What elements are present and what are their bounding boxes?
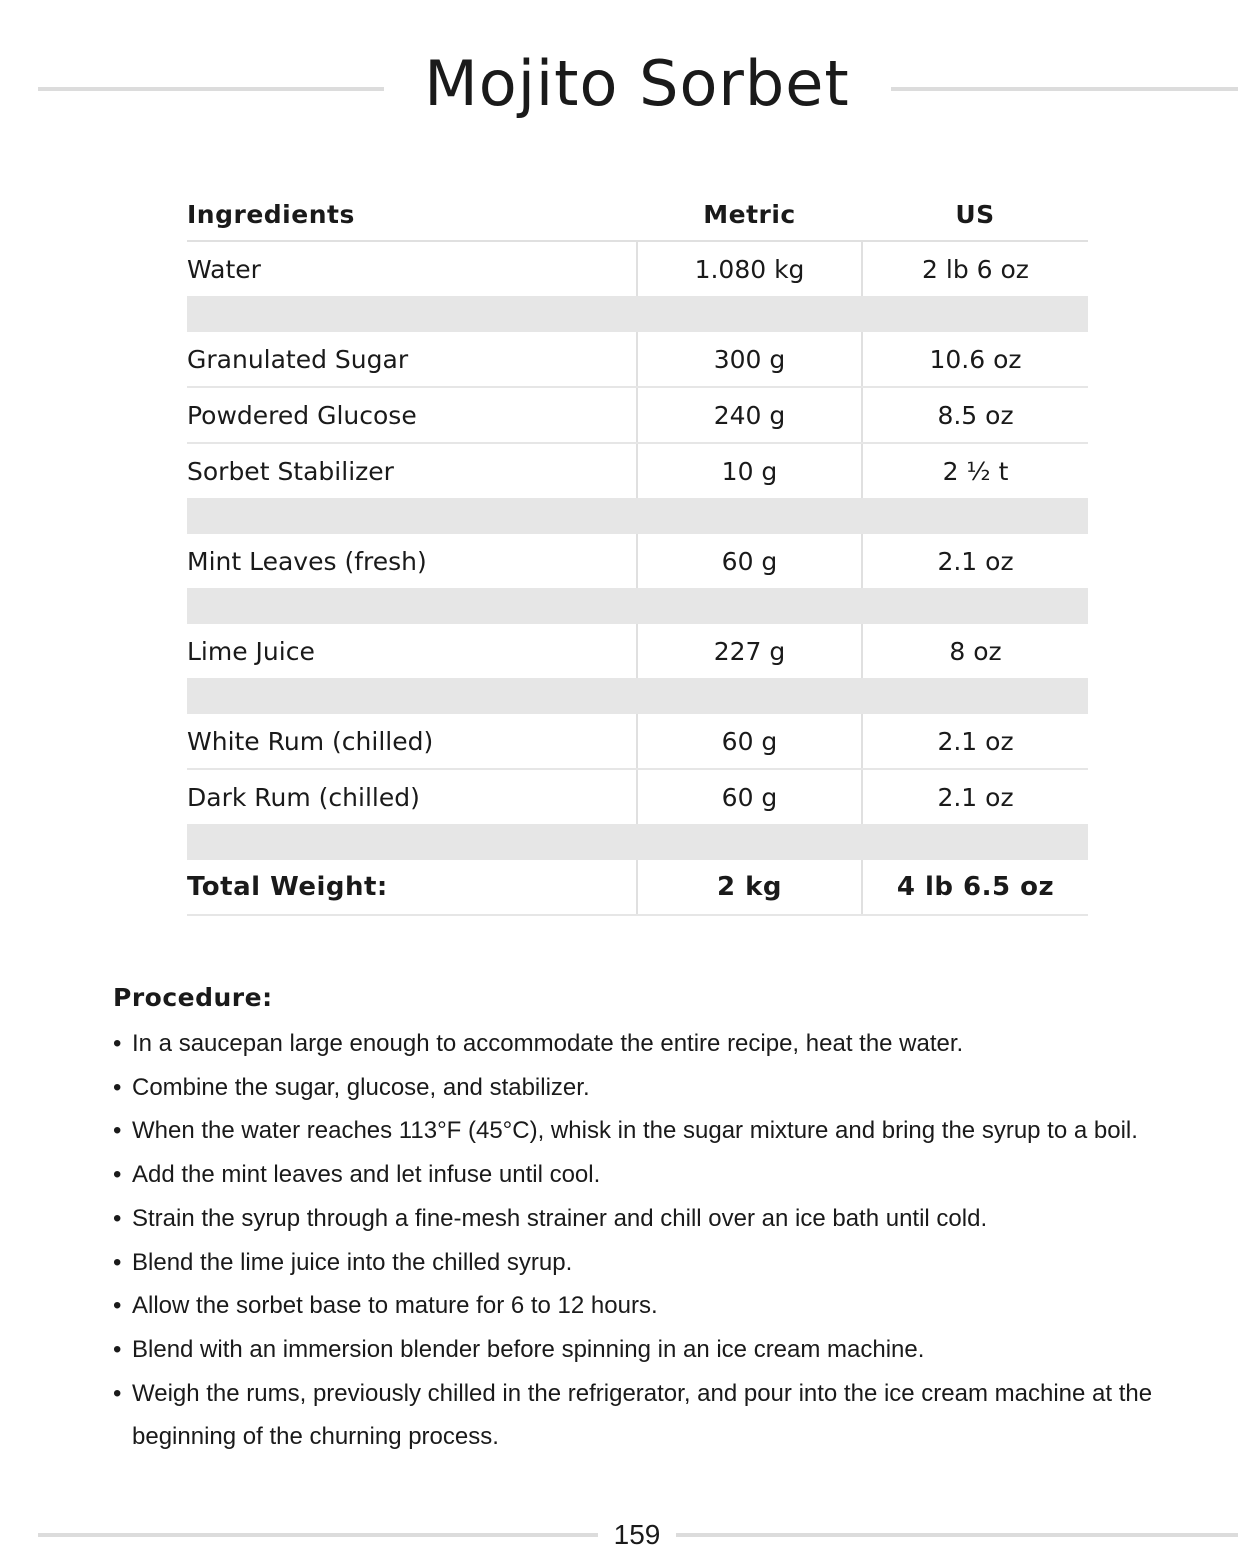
table-row bbox=[187, 714, 1088, 769]
spacer-cell bbox=[187, 825, 1088, 860]
metric-value: 60 g bbox=[637, 769, 862, 825]
table-row bbox=[187, 387, 1088, 443]
table-row bbox=[187, 534, 1088, 589]
procedure-step-text: Strain the syrup through a fine-mesh strainer and chill over an ice bath until cold. bbox=[132, 1204, 988, 1232]
bullet-icon: • bbox=[113, 1335, 122, 1363]
footer-rule-left bbox=[38, 1533, 598, 1537]
procedure-step-text: Weigh the rums, previously chilled in the refrigerator, and pour into the ice cream machine at the beginning of the churning process. bbox=[132, 1379, 1153, 1451]
footer-rule-right bbox=[676, 1533, 1238, 1537]
total-us: 4 lb 6.5 oz bbox=[862, 860, 1088, 915]
procedure-step bbox=[113, 1153, 1193, 1197]
table-header-row bbox=[187, 188, 1088, 241]
table-row bbox=[187, 769, 1088, 825]
ingredient-name: Dark Rum (chilled) bbox=[187, 769, 637, 825]
ingredient-name: Powdered Glucose bbox=[187, 387, 637, 443]
metric-value: 60 g bbox=[637, 714, 862, 769]
procedure-steps bbox=[113, 1022, 1193, 1459]
us-header: US bbox=[862, 188, 1088, 241]
ingredient-name: Water bbox=[187, 241, 637, 297]
procedure-step bbox=[113, 1022, 1193, 1066]
spacer-cell bbox=[187, 679, 1088, 714]
table-spacer-row bbox=[187, 589, 1088, 624]
total-metric: 2 kg bbox=[637, 860, 862, 915]
table-spacer-row bbox=[187, 499, 1088, 534]
metric-value: 60 g bbox=[637, 534, 862, 589]
procedure-heading: Procedure: bbox=[113, 983, 273, 1012]
table-spacer-row bbox=[187, 679, 1088, 714]
bullet-icon: • bbox=[113, 1248, 122, 1276]
procedure-step bbox=[113, 1197, 1193, 1241]
us-value: 2.1 oz bbox=[862, 769, 1088, 825]
procedure-step-text: Allow the sorbet base to mature for 6 to 12 hours. bbox=[132, 1292, 658, 1320]
title-rule-right bbox=[891, 87, 1238, 91]
us-value: 2.1 oz bbox=[862, 714, 1088, 769]
procedure-step bbox=[113, 1284, 1193, 1328]
metric-value: 240 g bbox=[637, 387, 862, 443]
us-value: 2 lb 6 oz bbox=[862, 241, 1088, 297]
metric-value: 300 g bbox=[637, 332, 862, 387]
procedure-step-text: Add the mint leaves and let infuse until cool. bbox=[132, 1161, 601, 1189]
metric-value: 227 g bbox=[637, 624, 862, 679]
us-value: 8 oz bbox=[862, 624, 1088, 679]
us-value: 8.5 oz bbox=[862, 387, 1088, 443]
ingredients-header: Ingredients bbox=[187, 188, 637, 241]
metric-value: 10 g bbox=[637, 443, 862, 499]
metric-header: Metric bbox=[637, 188, 862, 241]
table-spacer-row bbox=[187, 297, 1088, 332]
bullet-icon: • bbox=[113, 1117, 122, 1145]
table-row bbox=[187, 624, 1088, 679]
us-value: 2 ½ t bbox=[862, 443, 1088, 499]
bullet-icon: • bbox=[113, 1161, 122, 1189]
bullet-icon: • bbox=[113, 1379, 122, 1407]
table-row bbox=[187, 332, 1088, 387]
procedure-step-text: In a saucepan large enough to accommodate the entire recipe, heat the water. bbox=[132, 1030, 964, 1057]
table-spacer-row bbox=[187, 825, 1088, 860]
spacer-cell bbox=[187, 499, 1088, 534]
ingredient-name: Lime Juice bbox=[187, 624, 637, 679]
table-row bbox=[187, 443, 1088, 499]
ingredient-name: Mint Leaves (fresh) bbox=[187, 534, 637, 589]
bullet-icon: • bbox=[113, 1292, 122, 1320]
us-value: 2.1 oz bbox=[862, 534, 1088, 589]
procedure-step bbox=[113, 1066, 1193, 1110]
procedure-step-text: Blend the lime juice into the chilled syrup. bbox=[132, 1248, 573, 1276]
recipe-title: Mojito Sorbet bbox=[424, 47, 850, 120]
ingredient-name: White Rum (chilled) bbox=[187, 714, 637, 769]
bullet-icon: • bbox=[113, 1204, 122, 1232]
ingredient-name: Granulated Sugar bbox=[187, 332, 637, 387]
procedure-step-text: Combine the sugar, glucose, and stabilizer. bbox=[132, 1073, 590, 1101]
spacer-cell bbox=[187, 589, 1088, 624]
table-body bbox=[187, 241, 1088, 915]
us-value: 10.6 oz bbox=[862, 332, 1088, 387]
procedure-step bbox=[113, 1109, 1193, 1153]
procedure-step-text: Blend with an immersion blender before spinning in an ice cream machine. bbox=[132, 1335, 925, 1363]
total-row bbox=[187, 860, 1088, 915]
procedure-step bbox=[113, 1328, 1193, 1372]
procedure-step-text: When the water reaches 113°F (45°C), whisk in the sugar mixture and bring the syrup to a boil. bbox=[132, 1117, 1138, 1145]
procedure-step bbox=[113, 1241, 1193, 1285]
total-label: Total Weight: bbox=[187, 860, 637, 915]
page-number: 159 bbox=[613, 1519, 661, 1550]
bullet-icon: • bbox=[113, 1030, 122, 1057]
metric-value: 1.080 kg bbox=[637, 241, 862, 297]
bullet-icon: • bbox=[113, 1073, 122, 1101]
spacer-cell bbox=[187, 297, 1088, 332]
procedure-step bbox=[113, 1372, 1193, 1459]
ingredients-table bbox=[187, 188, 1088, 916]
table-row bbox=[187, 241, 1088, 297]
ingredient-name: Sorbet Stabilizer bbox=[187, 443, 637, 499]
